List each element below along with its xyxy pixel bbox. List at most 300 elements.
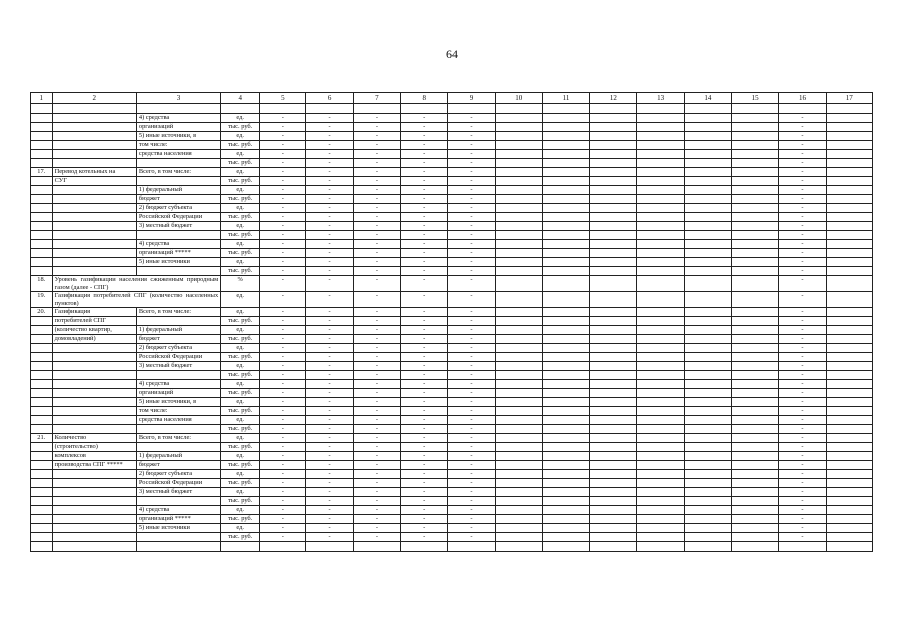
value-cell: -	[260, 506, 306, 515]
value-cell	[826, 353, 872, 362]
value-cell: -	[779, 488, 826, 497]
value-cell	[495, 461, 542, 470]
value-cell	[637, 380, 684, 389]
value-cell	[826, 371, 872, 380]
value-cell	[826, 407, 872, 416]
value-cell	[684, 371, 731, 380]
value-cell: -	[353, 240, 400, 249]
value-cell: -	[306, 240, 353, 249]
value-cell	[542, 123, 589, 132]
table-row	[31, 344, 873, 353]
unit-cell: ед.	[221, 114, 260, 123]
value-cell	[732, 292, 779, 308]
table-row	[31, 470, 873, 479]
value-cell	[590, 434, 637, 443]
value-cell: -	[353, 132, 400, 141]
value-cell: -	[779, 470, 826, 479]
header-cell: 13	[637, 93, 684, 104]
value-cell: -	[353, 150, 400, 159]
value-cell: -	[401, 362, 448, 371]
value-cell: -	[448, 123, 495, 132]
value-cell	[826, 515, 872, 524]
unit-cell: ед.	[221, 168, 260, 177]
value-cell: -	[353, 425, 400, 434]
value-cell	[826, 452, 872, 461]
value-cell: -	[353, 258, 400, 267]
value-cell	[732, 506, 779, 515]
funding-source-cell	[136, 497, 220, 506]
row-number-cell	[31, 150, 53, 159]
value-cell	[826, 249, 872, 258]
value-cell	[542, 344, 589, 353]
value-cell: -	[779, 204, 826, 213]
value-cell	[732, 168, 779, 177]
value-cell: -	[306, 150, 353, 159]
funding-source-cell: 5) иные источники	[136, 258, 220, 267]
value-cell	[637, 141, 684, 150]
indicator-cell	[52, 416, 136, 425]
value-cell	[637, 479, 684, 488]
value-cell	[542, 204, 589, 213]
value-cell	[590, 123, 637, 132]
value-cell: -	[779, 407, 826, 416]
value-cell	[732, 114, 779, 123]
unit-cell: ед.	[221, 326, 260, 335]
empty-cell	[31, 104, 53, 114]
unit-cell: ед.	[221, 240, 260, 249]
value-cell	[826, 524, 872, 533]
value-cell	[542, 389, 589, 398]
value-cell: -	[401, 479, 448, 488]
value-cell: -	[401, 123, 448, 132]
value-cell: -	[779, 398, 826, 407]
value-cell: -	[306, 389, 353, 398]
value-cell: -	[306, 398, 353, 407]
value-cell: -	[260, 425, 306, 434]
value-cell	[495, 335, 542, 344]
value-cell	[732, 222, 779, 231]
value-cell	[732, 479, 779, 488]
indicator-cell	[52, 407, 136, 416]
table-row	[31, 186, 873, 195]
value-cell	[732, 249, 779, 258]
value-cell	[542, 132, 589, 141]
value-cell	[637, 308, 684, 317]
value-cell: -	[401, 141, 448, 150]
value-cell	[542, 326, 589, 335]
value-cell	[495, 123, 542, 132]
value-cell	[542, 240, 589, 249]
value-cell: -	[306, 186, 353, 195]
value-cell	[684, 114, 731, 123]
empty-cell	[779, 542, 826, 552]
page-number: 64	[446, 47, 458, 61]
row-number-cell	[31, 425, 53, 434]
value-cell: -	[306, 353, 353, 362]
row-number-cell	[31, 141, 53, 150]
value-cell: -	[260, 434, 306, 443]
table-row	[31, 434, 873, 443]
table-row	[31, 497, 873, 506]
value-cell: -	[260, 249, 306, 258]
empty-cell	[52, 542, 136, 552]
value-cell	[732, 123, 779, 132]
empty-cell	[260, 542, 306, 552]
table-row	[31, 292, 873, 308]
unit-cell: тыс. руб.	[221, 195, 260, 204]
table-row	[31, 416, 873, 425]
unit-cell: тыс. руб.	[221, 425, 260, 434]
value-cell: -	[306, 461, 353, 470]
value-cell: -	[260, 398, 306, 407]
value-cell: -	[260, 267, 306, 276]
value-cell	[826, 308, 872, 317]
value-cell	[542, 353, 589, 362]
value-cell: -	[779, 362, 826, 371]
unit-cell: тыс. руб.	[221, 371, 260, 380]
value-cell: -	[306, 177, 353, 186]
value-cell: -	[260, 276, 306, 292]
value-cell	[684, 258, 731, 267]
unit-cell: ед.	[221, 506, 260, 515]
value-cell	[732, 276, 779, 292]
value-cell: -	[448, 443, 495, 452]
value-cell: -	[306, 344, 353, 353]
value-cell	[684, 240, 731, 249]
funding-source-cell	[136, 371, 220, 380]
value-cell	[826, 389, 872, 398]
value-cell: -	[448, 114, 495, 123]
header-cell: 11	[542, 93, 589, 104]
value-cell	[637, 371, 684, 380]
value-cell: -	[353, 317, 400, 326]
empty-cell	[401, 104, 448, 114]
empty-cell	[542, 104, 589, 114]
indicator-cell: Газификация потребителей СПГ (количество населенных пунктов)	[52, 292, 221, 308]
value-cell	[495, 177, 542, 186]
value-cell	[637, 443, 684, 452]
indicator-cell	[52, 344, 136, 353]
value-cell: -	[779, 177, 826, 186]
value-cell	[732, 470, 779, 479]
unit-cell: тыс. руб.	[221, 249, 260, 258]
value-cell: -	[779, 335, 826, 344]
value-cell: -	[401, 434, 448, 443]
value-cell: -	[260, 222, 306, 231]
value-cell: -	[306, 371, 353, 380]
value-cell: -	[779, 258, 826, 267]
value-cell: -	[260, 213, 306, 222]
value-cell	[826, 398, 872, 407]
value-cell	[495, 292, 542, 308]
indicator-cell	[52, 114, 136, 123]
value-cell: -	[353, 326, 400, 335]
empty-cell	[826, 104, 872, 114]
value-cell: -	[401, 186, 448, 195]
empty-cell	[260, 104, 306, 114]
indicator-cell	[52, 150, 136, 159]
header-cell: 1	[31, 93, 53, 104]
value-cell	[590, 213, 637, 222]
value-cell: -	[401, 506, 448, 515]
value-cell	[590, 240, 637, 249]
row-number-cell	[31, 353, 53, 362]
value-cell: -	[260, 177, 306, 186]
value-cell	[542, 231, 589, 240]
funding-source-cell: средства населения	[136, 416, 220, 425]
value-cell: -	[353, 159, 400, 168]
value-cell	[495, 488, 542, 497]
value-cell: -	[353, 204, 400, 213]
value-cell	[542, 335, 589, 344]
value-cell: -	[448, 425, 495, 434]
value-cell	[637, 159, 684, 168]
value-cell: -	[306, 452, 353, 461]
value-cell: -	[779, 533, 826, 542]
unit-cell: %	[221, 276, 260, 292]
table-row	[31, 195, 873, 204]
value-cell	[637, 344, 684, 353]
value-cell	[495, 470, 542, 479]
value-cell	[590, 344, 637, 353]
value-cell	[590, 231, 637, 240]
funding-source-cell: организаций *****	[136, 515, 220, 524]
table-row	[31, 533, 873, 542]
value-cell	[637, 362, 684, 371]
value-cell: -	[260, 114, 306, 123]
value-cell	[542, 362, 589, 371]
header-cell: 16	[779, 93, 826, 104]
value-cell	[495, 150, 542, 159]
value-cell: -	[448, 276, 495, 292]
table-row	[31, 150, 873, 159]
value-cell	[732, 335, 779, 344]
value-cell: -	[401, 276, 448, 292]
value-cell: -	[448, 434, 495, 443]
value-cell	[684, 506, 731, 515]
value-cell	[495, 515, 542, 524]
value-cell	[732, 213, 779, 222]
funding-source-cell: Всего, в том числе:	[136, 434, 220, 443]
header-cell: 6	[306, 93, 353, 104]
value-cell: -	[353, 452, 400, 461]
indicator-cell	[52, 186, 136, 195]
value-cell	[684, 159, 731, 168]
value-cell	[542, 497, 589, 506]
indicator-cell: (строительство)	[52, 443, 136, 452]
value-cell	[495, 186, 542, 195]
value-cell: -	[779, 249, 826, 258]
value-cell: -	[401, 407, 448, 416]
value-cell	[637, 488, 684, 497]
value-cell	[495, 195, 542, 204]
table-row	[31, 114, 873, 123]
row-number-cell	[31, 497, 53, 506]
table-row	[31, 240, 873, 249]
value-cell	[542, 371, 589, 380]
value-cell	[637, 425, 684, 434]
value-cell	[590, 168, 637, 177]
value-cell	[590, 159, 637, 168]
value-cell: -	[260, 231, 306, 240]
unit-cell: тыс. руб.	[221, 317, 260, 326]
value-cell	[542, 380, 589, 389]
indicator-cell: Количество	[52, 434, 136, 443]
unit-cell: тыс. руб.	[221, 123, 260, 132]
spacer-row	[31, 542, 873, 552]
funding-source-cell	[136, 533, 220, 542]
value-cell: -	[448, 335, 495, 344]
row-number-cell	[31, 222, 53, 231]
table-row	[31, 141, 873, 150]
indicator-cell: комплексов	[52, 452, 136, 461]
table-row	[31, 231, 873, 240]
value-cell: -	[401, 231, 448, 240]
value-cell	[826, 470, 872, 479]
value-cell: -	[401, 425, 448, 434]
value-cell	[637, 195, 684, 204]
indicator-cell	[52, 470, 136, 479]
value-cell: -	[260, 380, 306, 389]
unit-cell: тыс. руб.	[221, 389, 260, 398]
row-number-cell	[31, 524, 53, 533]
value-cell: -	[448, 204, 495, 213]
value-cell	[637, 326, 684, 335]
value-cell	[542, 506, 589, 515]
value-cell: -	[306, 443, 353, 452]
value-cell: -	[353, 371, 400, 380]
indicator-cell	[52, 497, 136, 506]
value-cell	[732, 258, 779, 267]
value-cell: -	[401, 114, 448, 123]
funding-source-cell: Всего, в том числе:	[136, 308, 220, 317]
funding-source-cell: 5) иные источники, в	[136, 132, 220, 141]
table-body	[31, 104, 873, 552]
value-cell	[732, 326, 779, 335]
value-cell	[542, 258, 589, 267]
empty-cell	[779, 104, 826, 114]
empty-cell	[136, 542, 220, 552]
value-cell: -	[779, 132, 826, 141]
value-cell: -	[353, 276, 400, 292]
value-cell: -	[401, 398, 448, 407]
value-cell: -	[448, 141, 495, 150]
value-cell: -	[306, 416, 353, 425]
indicator-cell: СУГ	[52, 177, 136, 186]
header-cell: 4	[221, 93, 260, 104]
value-cell	[684, 195, 731, 204]
value-cell	[637, 240, 684, 249]
row-number-cell	[31, 240, 53, 249]
empty-cell	[684, 104, 731, 114]
value-cell: -	[401, 213, 448, 222]
value-cell: -	[448, 461, 495, 470]
value-cell	[542, 398, 589, 407]
value-cell: -	[401, 335, 448, 344]
value-cell	[542, 479, 589, 488]
funding-source-cell: средства населения	[136, 150, 220, 159]
value-cell	[637, 533, 684, 542]
value-cell	[637, 389, 684, 398]
unit-cell: тыс. руб.	[221, 533, 260, 542]
table-row	[31, 506, 873, 515]
value-cell	[590, 425, 637, 434]
value-cell: -	[779, 497, 826, 506]
unit-cell: тыс. руб.	[221, 267, 260, 276]
empty-cell	[353, 542, 400, 552]
table-row	[31, 389, 873, 398]
value-cell: -	[448, 267, 495, 276]
indicator-cell	[52, 371, 136, 380]
empty-cell	[542, 542, 589, 552]
value-cell: -	[448, 344, 495, 353]
value-cell: -	[448, 249, 495, 258]
empty-cell	[221, 542, 260, 552]
value-cell	[590, 488, 637, 497]
table-row	[31, 398, 873, 407]
indicator-cell	[52, 159, 136, 168]
value-cell: -	[448, 380, 495, 389]
value-cell: -	[448, 506, 495, 515]
value-cell	[732, 159, 779, 168]
row-number-cell: 21.	[31, 434, 53, 443]
unit-cell: ед.	[221, 150, 260, 159]
value-cell: -	[779, 159, 826, 168]
value-cell	[495, 132, 542, 141]
value-cell: -	[260, 132, 306, 141]
header-cell: 3	[136, 93, 220, 104]
value-cell	[590, 461, 637, 470]
value-cell	[590, 506, 637, 515]
value-cell	[684, 434, 731, 443]
value-cell	[590, 258, 637, 267]
value-cell: -	[306, 249, 353, 258]
table-row	[31, 362, 873, 371]
value-cell	[495, 380, 542, 389]
value-cell	[637, 524, 684, 533]
header-cell: 2	[52, 93, 136, 104]
indicator-cell	[52, 533, 136, 542]
header-cell: 8	[401, 93, 448, 104]
value-cell: -	[401, 249, 448, 258]
row-number-cell	[31, 533, 53, 542]
value-cell	[637, 398, 684, 407]
value-cell: -	[779, 380, 826, 389]
value-cell: -	[448, 353, 495, 362]
value-cell	[684, 267, 731, 276]
value-cell	[542, 222, 589, 231]
value-cell: -	[448, 222, 495, 231]
value-cell: -	[448, 524, 495, 533]
value-cell	[732, 371, 779, 380]
value-cell	[684, 515, 731, 524]
value-cell	[542, 213, 589, 222]
value-cell: -	[448, 213, 495, 222]
funding-source-cell: Всего, в том числе:	[136, 168, 220, 177]
funding-source-cell	[136, 267, 220, 276]
value-cell: -	[448, 317, 495, 326]
funding-source-cell	[136, 231, 220, 240]
value-cell	[732, 380, 779, 389]
row-number-cell	[31, 335, 53, 344]
value-cell	[826, 150, 872, 159]
value-cell: -	[353, 249, 400, 258]
value-cell: -	[306, 204, 353, 213]
value-cell: -	[306, 141, 353, 150]
value-cell	[826, 326, 872, 335]
value-cell	[826, 222, 872, 231]
table-row	[31, 407, 873, 416]
